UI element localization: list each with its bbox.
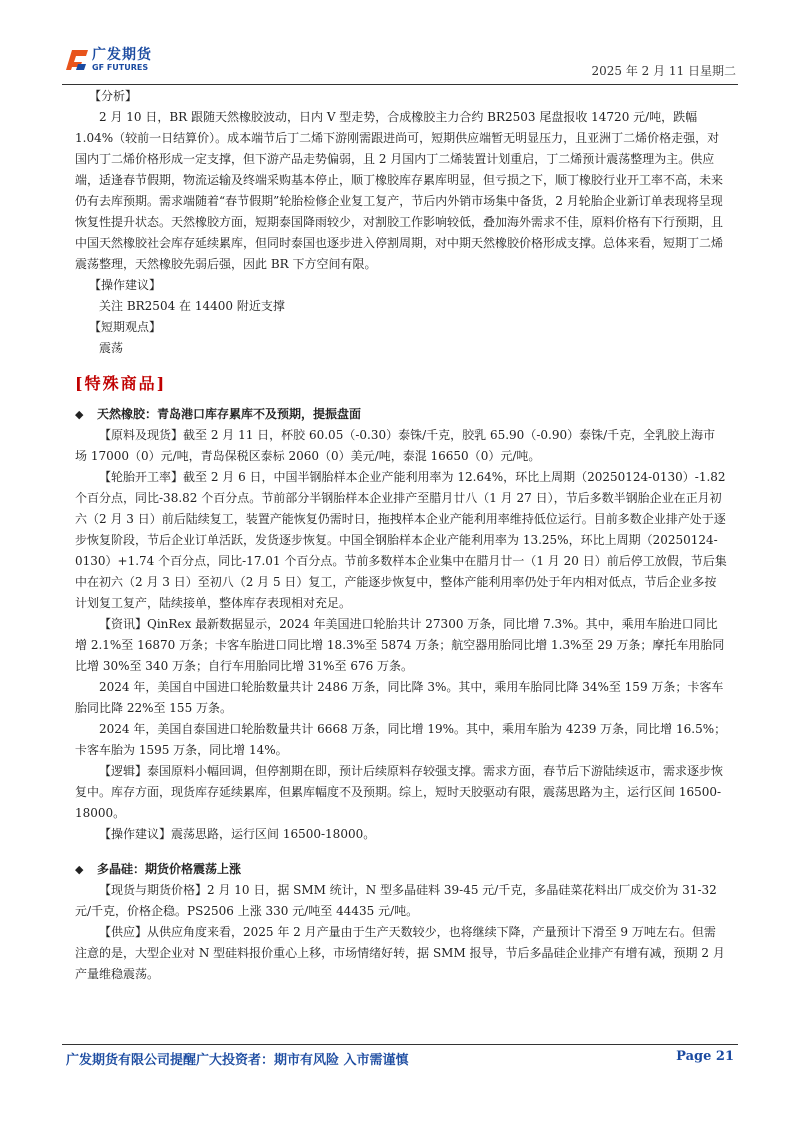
diamond-bullet-icon: ◆ — [75, 863, 84, 876]
polysilicon-heading — [75, 859, 727, 880]
report-date: 2025 年 2 月 11 日星期二 — [591, 64, 736, 78]
rubber-news-china: 2024 年，美国自中国进口轮胎数量共计 2486 万条，同比降 3%。其中，乘用车胎同比降 34%至 159 万条；卡客车胎同比降 22%至 155 万条。 — [75, 680, 724, 715]
risk-warning: 广发期货有限公司提醒广大投资者：期市有风险 入市需谨慎 — [66, 1053, 409, 1068]
analysis-label: 【分析】 — [89, 89, 138, 103]
page-number: Page 21 — [676, 1049, 734, 1064]
brand-name-en: GF FUTURES — [92, 63, 149, 72]
rubber-logic: 【逻辑】泰国原料小幅回调，但停割期在即，预计后续原料存较强支撑。需求方面，春节后下游陆续返市，需求逐步恢复中。库存方面，现货库存延续累库，但累库幅度不及预期。综上，短时天胶驱动有限，震荡思路为主，运行区间 16500-18000。 — [75, 764, 724, 820]
operation-text: 关注 BR2504 在 14400 附近支撑 — [99, 299, 285, 313]
polysilicon-price: 【现货与期货价格】2 月 10 日，据 SMM 统计，N 型多晶硅料 39-45 元/千克，多晶硅菜花料出厂成交价为 31-32 元/千克，价格企稳。PS2506 上涨 330 元/吨至 44435 元/吨。 — [75, 883, 717, 918]
brand-name-cn: 广发期货 — [92, 47, 152, 63]
page-header — [62, 40, 738, 85]
analysis-text: 2 月 10 日，BR 跟随天然橡胶波动，日内 V 型走势，合成橡胶主力合约 BR2503 尾盘报收 14720 元/吨，跌幅 1.04%（较前一日结算价）。成本端节后丁二烯下游刚需跟进尚可，短期供应端暂无明显压力，且亚洲丁二烯价格走强，对国内丁二烯价格形成一定支撑，但下游产品走势偏弱，且 2 月国内丁二烯装置计划重启，丁二烯预计震荡整理为主。供应端，适逢春节假期，物流运输及终端采购基本停止，顺丁橡胶库存累库明显，但亏损之下，顺丁橡胶行业开工率不高，未来仍有去库预期。需求端随着“春节假期”轮胎检修企业复工复产，节后内外销市场集中备货，2 月轮胎企业新订单表现将呈现恢复性提升状态。天然橡胶方面，短期泰国降雨较少，对割胶工作影响较低，叠加海外需求不佳，原料价格有下行预期，且中国天然橡胶社会库存延续累库，但同时泰国也逐步进入停割周期，对中期天然橡胶价格形成支撑。总体来看，短期丁二烯震荡整理，天然橡胶先弱后强，因此 BR 下方空间有限。 — [75, 110, 724, 271]
report-body — [75, 86, 727, 985]
rubber-heading — [75, 404, 727, 425]
rubber-raw-material: 【原料及现货】截至 2 月 11 日，杯胶 60.05（-0.30）泰铢/千克，胶乳 65.90（-0.90）泰铢/千克，全乳胶上海市场 17000（0）元/吨，青岛保税区泰标 2060（0）美元/吨，泰混 16650（0）元/吨。 — [75, 428, 716, 463]
diamond-bullet-icon: ◆ — [75, 408, 84, 421]
polysilicon-heading-text: 多晶硅：期货价格震荡上涨 — [97, 862, 242, 876]
short-view-label: 【短期观点】 — [89, 320, 162, 334]
gf-logo-icon — [62, 44, 92, 74]
section-title: [特殊商品] — [75, 374, 167, 393]
polysilicon-supply: 【供应】从供应角度来看，2025 年 2 月产量由于生产天数较少，也将继续下降，产量预计下滑至 9 万吨左右。但需注意的是，大型企业对 N 型硅料报价重心上移，市场情绪好转，据 SMM 报导，节后多晶硅企业排产有增有减，预期 2 月产量维稳震荡。 — [75, 925, 725, 981]
short-view-text: 震荡 — [99, 341, 124, 355]
operation-label: 【操作建议】 — [89, 278, 162, 292]
rubber-heading-text: 天然橡胶：青岛港口库存累库不及预期，提振盘面 — [97, 407, 362, 421]
page-footer — [62, 1044, 738, 1069]
rubber-news: 【资讯】QinRex 最新数据显示，2024 年美国进口轮胎共计 27300 万条，同比增 7.3%。其中，乘用车胎进口同比增 2.1%至 16870 万条；卡客车胎进口同比增 18.3%至 5874 万条；航空器用胎同比增 1.3%至 29 万条；摩托车用胎同比增 30%至 340 万条；自行车用胎同比增 31%至 676 万条。 — [75, 617, 725, 673]
rubber-tire-operating-rate: 【轮胎开工率】截至 2 月 6 日，中国半钢胎样本企业产能利用率为 12.64%，环比上周期（20250124-0130）-1.82 个百分点，同比-38.82 个百分点。节前部分半钢胎样本企业排产至腊月廿八（1 月 27 日），节后多数半钢胎企业在正月初六（2 月 3 日）前后陆续复工，装置产能恢复仍需时日，拖拽样本企业产能利用率维持低位运行。目前多数企业排产处于逐步恢复阶段，节后企业订单活跃，发货逐步恢复。中国全钢胎样本企业产能利用率为 13.25%，环比上周期（20250124-0130）+1.74 个百分点，同比-17.01 个百分点。节前多数样本企业集中在腊月廿一（1 月 20 日）前后停工放假，节后集中在初六（2 月 3 日）至初八（2 月 5 日）复工，产能逐步恢复中，整体产能利用率仍处于年内相对低点，节后企业多按计划复工复产，陆续接单，整体库存表现相对充足。 — [75, 470, 727, 610]
rubber-news-thailand: 2024 年，美国自泰国进口轮胎数量共计 6668 万条，同比增 19%。其中，乘用车胎为 4239 万条，同比增 16.5%；卡客车胎为 1595 万条，同比增 14%。 — [75, 722, 727, 757]
rubber-operation: 【操作建议】震荡思路，运行区间 16500-18000。 — [99, 827, 376, 841]
